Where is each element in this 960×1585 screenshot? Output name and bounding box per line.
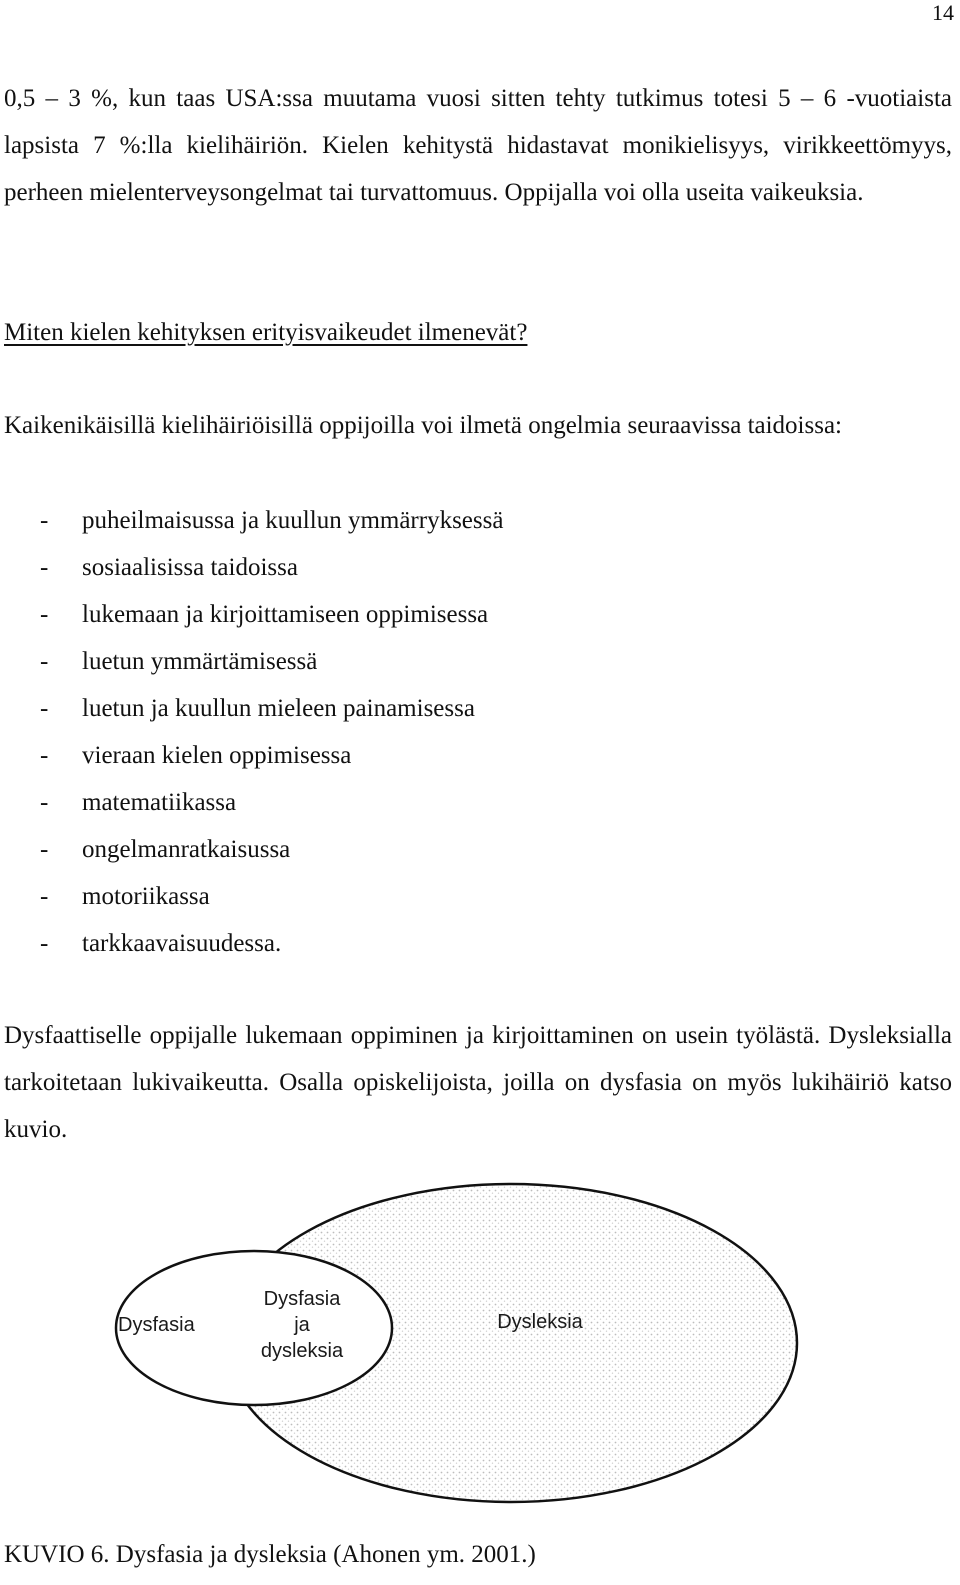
list-item-text: luetun ymmärtämisessä [82,648,318,675]
list-bullet: - [40,554,49,581]
list-item [4,497,503,544]
list-item-text: tarkkaavaisuudessa. [82,930,282,957]
list-item [4,779,503,826]
paragraph-intro: 0,5 – 3 %, kun taas USA:ssa muutama vuosi sitten tehty tutkimus totesi 5 – 6 -vuotiaista lapsista 7 %:lla kielihäiriön. Kielen kehitystä hidastavat monikielisyys, virikkeettömyys, perheen mielenterveysongelmat tai turvattomuus. Oppijalla voi olla useita vaikeuksia. [4,85,952,206]
list-bullet: - [40,836,49,863]
list-bullet: - [40,742,49,769]
list-item-text: puheilmaisussa ja kuullun ymmärryksessä [82,507,504,534]
list-item [4,638,503,685]
list-item [4,544,503,591]
list-item-text: matematiikassa [82,789,237,816]
list-item-text: luetun ja kuullun mieleen painamisessa [82,695,475,722]
paragraph-skills-intro: Kaikenikäisillä kielihäiriöisillä oppijoilla voi ilmetä ongelmia seuraavissa taidoissa: [4,412,843,439]
list-item [4,591,503,638]
label-dysleksia: Dysleksia [497,1311,583,1333]
list-bullet: - [40,789,49,816]
list-bullet: - [40,507,49,534]
venn-figure [110,1165,800,1515]
list-bullet: - [40,648,49,675]
label-overlap-line1: Dysfasia [263,1288,341,1310]
list-item-text: sosiaalisissa taidoissa [82,554,298,581]
list-bullet: - [40,601,49,628]
list-item-text: lukemaan ja kirjoittamiseen oppimisessa [82,601,489,628]
list-bullet: - [40,883,49,910]
list-item [4,685,503,732]
list-item [4,873,503,920]
label-overlap-line2: ja [294,1314,310,1336]
list-item [4,826,503,873]
label-overlap-line3: dysleksia [260,1340,344,1362]
paragraph-dyslexia: Dysfaattiselle oppijalle lukemaan oppiminen ja kirjoittaminen on usein työlästä. Dysleksialla tarkoitetaan lukivaikeutta. Osalla opiskelijoista, joilla on dysfasia on myös lukihäiriö katso kuvio. [4,1022,952,1143]
list-bullet: - [40,695,49,722]
label-dysfasia: Dysfasia [118,1314,195,1336]
list-item-text: motoriikassa [82,883,210,910]
list-item [4,732,503,779]
page-number: 14 [932,0,954,25]
list-item-text: ongelmanratkaisussa [82,836,291,863]
skills-list [4,497,503,967]
list-item-text: vieraan kielen oppimisessa [82,742,352,769]
section-heading: Miten kielen kehityksen erityisvaikeudet ilmenevät? [4,319,528,346]
list-item [4,920,503,967]
list-bullet: - [40,930,49,957]
figure-caption: KUVIO 6. Dysfasia ja dysleksia (Ahonen ym. 2001.) [4,1541,536,1568]
